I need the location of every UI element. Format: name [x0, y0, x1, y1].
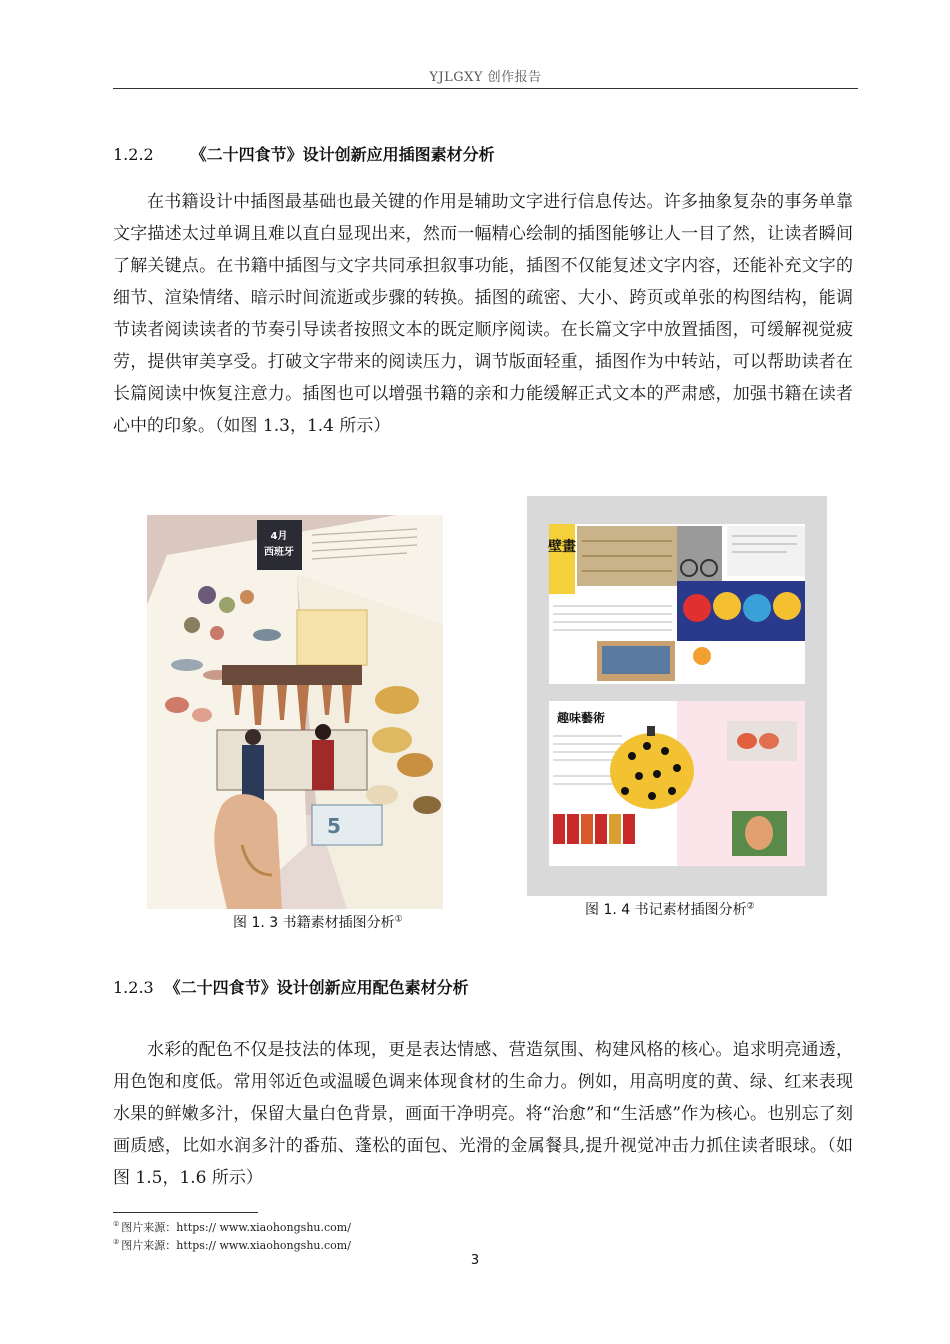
footnote-ref: ②: [746, 901, 755, 912]
photo-tag-month: 4月: [270, 531, 288, 542]
footnote-text: 图片来源：https:// www.xiaohongshu.com/: [121, 1239, 351, 1252]
figure-book-photo: [147, 515, 443, 909]
footnote-mark: ①: [113, 1220, 120, 1229]
section-heading-1: [113, 142, 495, 165]
footnote-text: 图片来源：https:// www.xiaohongshu.com/: [121, 1221, 351, 1234]
spread-title-mural: [548, 538, 576, 555]
caption-text: 图 1. 3 书籍素材插图分析: [233, 915, 395, 931]
page-number: 3: [470, 1253, 480, 1268]
footnote-mark: ②: [113, 1238, 120, 1247]
section-title: 《二十四食节》设计创新应用插图素材分析: [190, 145, 495, 164]
body-paragraph-1: 在书籍设计中插图最基础也最关键的作用是辅助文字进行信息传达。许多抽象复杂的事务单靠文字描述太过单调且难以直白显现出来，然而一幅精心绘制的插图能够让人一目了然，让读者瞬间了解关键点。在书籍中插图与文字共同承担叙事功能，插图不仅能复述文字内容，还能补充文字的细节、渲染情绪、暗示时间流逝或步骤的转换。插图的疏密、大小、跨页或单张的构图结构，能调节读者阅读读者的节奏引导读者按照文本的既定顺序阅读。在长篇文字中放置插图，可缓解视觉疲劳，提供审美享受。打破文字带来的阅读压力，调节版面轻重，插图作为中转站，可以帮助读者在长篇阅读中恢复注意力。插图也可以增强书籍的亲和力能缓解正式文本的严肃感，加强书籍在读者心中的印象。（如图 1.3，1.4 所示）: [113, 192, 853, 436]
figure-caption-2: [585, 899, 755, 919]
photo-euro-note-label: 5: [327, 814, 341, 838]
section-number: 1.2.2: [113, 145, 154, 164]
figure-caption-1: [233, 912, 403, 932]
footnote-ref: ①: [394, 914, 403, 925]
header-rule: [113, 88, 858, 89]
footnote-2: [113, 1237, 351, 1253]
footnote-rule: [113, 1212, 258, 1213]
footnote-1: [113, 1219, 351, 1235]
figure-magazine-spreads: [527, 496, 827, 896]
section-number: 1.2.3: [113, 978, 154, 997]
body-paragraph-2: 水彩的配色不仅是技法的体现，更是表达情感、营造氛围、构建风格的核心。追求明亮通透，用色饱和度低。常用邻近色或温暖色调来体现食材的生命力。例如，用高明度的黄、绿、红来表现水果的鲜嫩多汁，保留大量白色背景，画面干净明亮。将“治愈”和“生活感”作为核心。也别忘了刻画质感，比如水润多汁的番茄、蓬松的面包、光滑的金属餐具,提升视觉冲击力抓住读者眼球。（如图 1.5，1.6 所示）: [113, 1040, 853, 1188]
section-heading-2: [113, 975, 469, 998]
caption-text: 图 1. 4 书记素材插图分析: [585, 902, 747, 918]
spread-title-mural-text: 壁畫: [548, 539, 576, 555]
book-photo-illustration: [147, 515, 443, 909]
magazine-spreads-illustration: [527, 496, 827, 896]
spread-title-art: 趣味藝術: [557, 711, 606, 725]
section-title: 《二十四食节》设计创新应用配色素材分析: [164, 978, 469, 997]
photo-tag-country: 西班牙: [264, 547, 294, 558]
page-header: YJLGXY 创作报告: [429, 70, 542, 85]
